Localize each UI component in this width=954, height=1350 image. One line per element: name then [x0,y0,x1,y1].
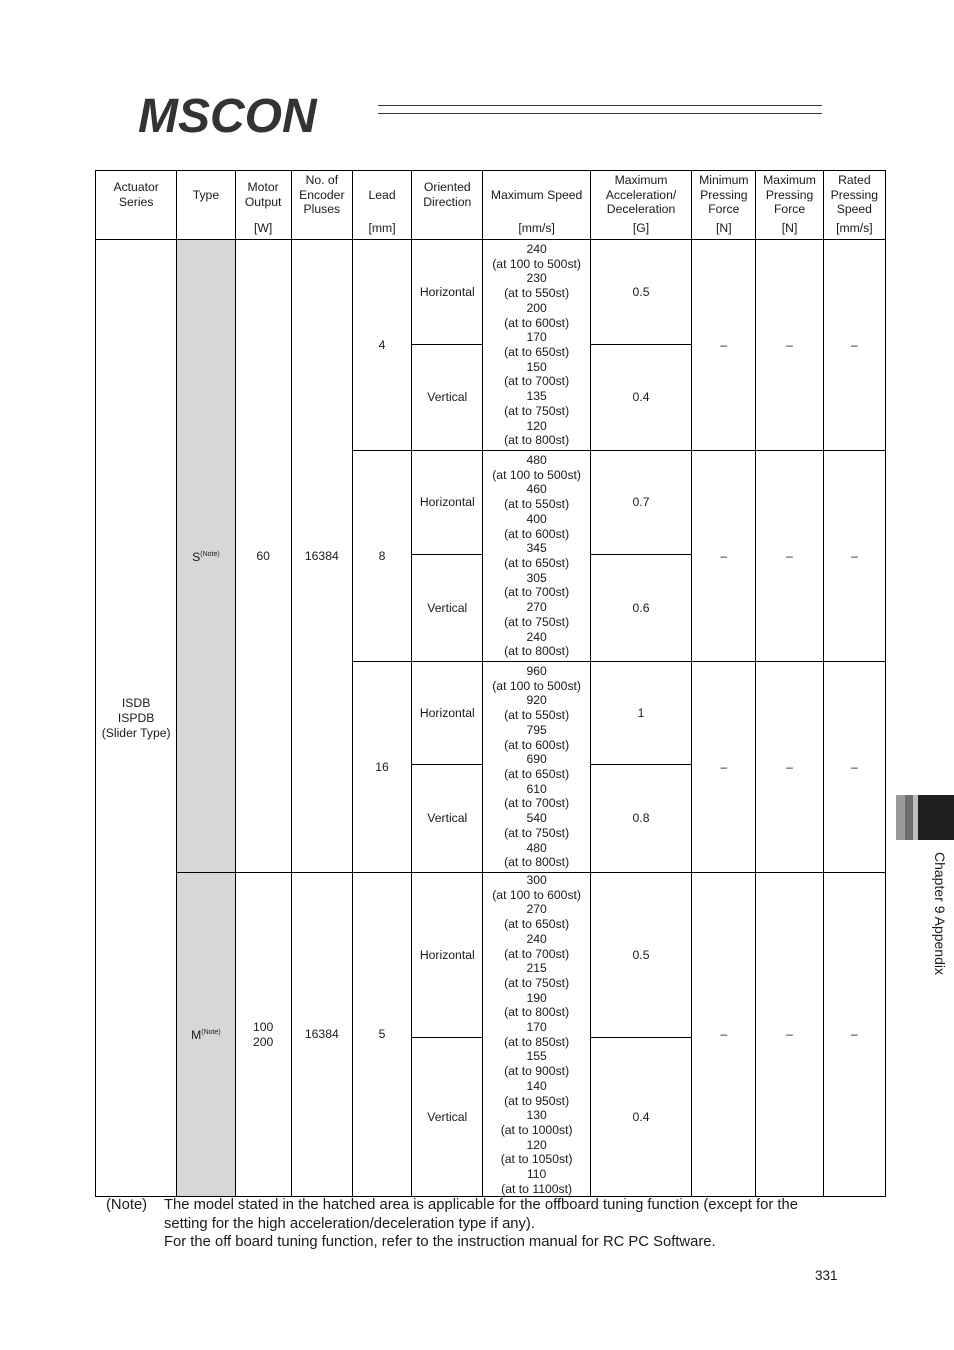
max-accel-cell [590,451,691,555]
max-speed-line: (at to 950st) [504,1093,570,1108]
max-speed-line: (at to 700st) [504,946,570,961]
max-speed-line: 140 [526,1078,547,1093]
column-header [291,171,352,240]
max-accel-value: 0.7 [632,495,650,510]
max-speed-line: 120 [526,1137,547,1152]
column-header [352,171,411,240]
column-header-unit: [mm] [368,221,396,235]
max-speed-line: (at to 800st) [504,433,570,448]
column-header [177,171,235,240]
max-speed-line: (at to 1000st) [500,1122,573,1137]
max-speed-cell [483,240,590,451]
max-speed-line: 345 [526,541,547,556]
dash-value: – [850,548,858,563]
max-speed-line: 460 [526,482,547,497]
max-accel-value: 0.5 [632,284,650,299]
max-speed-line: (at to 900st) [504,1064,570,1079]
footnote-line: For the off board tuning function, refer to the instruction manual for RC PC Software. [164,1234,716,1251]
motor-output-value: 200 [252,1034,274,1049]
header-rule-top [378,105,822,106]
encoder-cell [291,873,352,1197]
max-speed-line: (at to 550st) [504,286,570,301]
type-note-mark: (Note) [201,1029,221,1037]
max-speed-line: 305 [526,570,547,585]
max-speed-line: (at to 800st) [504,1005,570,1020]
max-pressing-force-cell [756,662,823,873]
orientation-cell [412,345,483,451]
min-pressing-force-cell [692,451,756,662]
max-speed-line: 120 [526,418,547,433]
dash-value: – [850,759,858,774]
max-speed-line: 190 [526,990,547,1005]
orientation-value: Vertical [427,1110,468,1124]
max-accel-cell [590,1038,691,1197]
column-header-label: Oriented Direction [423,180,472,209]
column-header-label: Motor Output [244,180,282,209]
max-accel-cell [590,240,691,345]
max-speed-line: 130 [526,1108,547,1123]
lead-cell [352,240,411,451]
chapter-tab-marker [896,795,954,840]
rated-pressing-speed-cell [823,873,885,1197]
max-speed-line: 270 [526,902,547,917]
max-speed-line: (at to 1050st) [500,1152,573,1167]
type-cell [177,240,235,873]
max-speed-line: (at to 650st) [504,556,570,570]
dash-value: – [720,1027,728,1042]
max-accel-cell [590,555,691,662]
encoder-cell [291,240,352,873]
max-speed-line: 300 [526,873,547,887]
max-speed-line: (at to 850st) [504,1034,570,1049]
max-accel-value: 0.8 [632,811,650,826]
lead-value: 4 [378,337,386,352]
max-speed-line: 960 [526,664,547,679]
encoder-value: 16384 [304,1027,339,1042]
max-speed-line: (at to 750st) [504,403,570,418]
max-speed-line: 610 [526,781,547,796]
max-speed-line: 200 [526,300,547,315]
page-number: 331 [815,1268,838,1283]
max-speed-line: (at to 800st) [504,855,570,870]
max-speed-line: 150 [526,359,547,374]
max-speed-line: 170 [526,1020,547,1035]
min-pressing-force-cell [692,873,756,1197]
max-accel-value: 1 [637,705,645,720]
max-speed-line: (at to 800st) [504,644,570,659]
max-accel-cell [590,765,691,873]
orientation-value: Horizontal [419,705,475,720]
footnote-tag: (Note) [106,1197,148,1213]
chapter-label: Chapter 9 Appendix [932,852,948,975]
column-header [692,171,756,240]
actuator-spec-table [95,170,886,1197]
column-header-label: Maximum Pressing Force [763,172,816,217]
max-speed-cell [483,662,590,873]
column-header-label: Maximum Speed [490,187,583,202]
column-header [96,171,177,240]
column-header-unit: [N] [716,221,732,235]
lead-cell [352,873,411,1197]
column-header [235,171,291,240]
mscon-logo [136,92,368,138]
max-accel-cell [590,873,691,1038]
type-value: S [192,549,201,564]
max-accel-cell [590,345,691,451]
column-header-label: Rated Pressing Speed [830,172,879,217]
dash-value: – [850,1027,858,1042]
column-header-label: Type [192,187,220,202]
max-speed-line: 270 [526,600,547,615]
max-pressing-force-cell [756,873,823,1197]
max-accel-cell [590,662,691,765]
logo-text-large: MSCON [138,92,317,138]
rated-pressing-speed-cell [823,662,885,873]
orientation-value: Horizontal [419,284,475,299]
max-speed-line: (at to 1100st) [501,1181,573,1196]
max-speed-cell [483,873,590,1197]
max-speed-line: (at to 600st) [504,526,570,541]
encoder-value: 16384 [304,548,339,563]
lead-cell [352,451,411,662]
orientation-value: Vertical [427,811,468,826]
dash-value: – [786,337,793,352]
lead-value: 16 [375,759,389,774]
actuator-series-cell [96,240,177,1197]
column-header-label: Actuator Series [113,180,159,209]
orientation-value: Horizontal [419,947,475,962]
max-speed-line: (at 100 to 500st) [492,256,581,271]
table-row [96,873,886,1038]
actuator-series-text: ISPDB [117,710,155,725]
orientation-value: Horizontal [419,495,475,510]
orientation-cell [412,555,483,662]
table-row [96,240,886,345]
type-value: M [191,1028,202,1043]
max-speed-line: (at to 700st) [504,585,570,600]
max-speed-line: (at to 600st) [504,315,570,330]
column-header-label: Lead [368,187,396,202]
max-speed-line: 215 [526,961,547,976]
table-header-row [96,171,886,240]
max-accel-value: 0.6 [632,600,650,615]
motor-output-value: 100 [252,1020,274,1035]
orientation-cell [412,1038,483,1197]
max-speed-line: (at 100 to 600st) [492,887,581,902]
max-speed-line: (at to 650st) [504,767,570,781]
max-speed-line: (at to 650st) [504,917,570,932]
column-header-unit: [W] [253,221,273,235]
min-pressing-force-cell [692,240,756,451]
max-speed-cell [483,451,590,662]
max-speed-line: 110 [526,1167,547,1182]
max-speed-line: 240 [526,931,547,946]
max-speed-line: (at 100 to 500st) [492,678,581,693]
max-speed-line: (at to 750st) [504,825,570,840]
column-header [756,171,823,240]
footnote-line: The model stated in the hatched area is applicable for the offboard tuning function (except for the [164,1197,798,1213]
max-speed-line: 795 [526,722,547,737]
max-speed-line: (at to 600st) [504,737,570,752]
orientation-value: Vertical [427,600,468,615]
column-header-unit: [G] [632,221,650,235]
max-speed-line: 135 [526,389,547,404]
max-speed-line: 400 [526,511,547,526]
max-speed-line: (at to 700st) [504,374,570,389]
rated-pressing-speed-cell [823,451,885,662]
column-header [483,171,590,240]
orientation-cell [412,765,483,873]
column-header [412,171,483,240]
footnote-line: setting for the high acceleration/deceleration type if any). [164,1215,535,1232]
actuator-series-text: (Slider Type) [101,725,171,740]
footnote-body [164,1196,884,1252]
dash-value: – [786,548,793,563]
lead-cell [352,662,411,873]
column-header-label: Minimum Pressing Force [699,172,749,217]
max-speed-line: 155 [526,1049,547,1064]
header-rule-bottom [378,113,822,114]
max-speed-line: 480 [526,840,547,855]
max-speed-line: 170 [526,330,547,345]
column-header-unit: [N] [781,221,798,235]
max-speed-line: 230 [526,271,547,286]
column-header [823,171,885,240]
max-speed-line: (at to 650st) [504,345,570,359]
max-speed-line: (at to 700st) [504,796,570,811]
max-speed-line: 920 [526,693,547,708]
orientation-cell [412,240,483,345]
dash-value: – [850,337,858,352]
max-speed-line: (at to 750st) [504,614,570,629]
orientation-cell [412,662,483,765]
max-speed-line: (at 100 to 500st) [492,467,581,482]
dash-value: – [720,759,728,774]
column-header-label: Maximum Acceleration/ Deceleration [605,172,677,217]
max-accel-value: 0.5 [632,947,650,962]
max-speed-line: (at to 550st) [504,497,570,512]
dash-value: – [786,759,793,774]
max-speed-line: 240 [526,629,547,644]
max-accel-value: 0.4 [632,1110,650,1124]
column-header [590,171,691,240]
max-accel-value: 0.4 [632,390,650,405]
max-pressing-force-cell [756,240,823,451]
column-header-label: No. of Encoder Pluses [299,172,345,217]
motor-output-value: 60 [256,548,270,563]
max-speed-line: (at to 750st) [504,975,570,990]
orientation-cell [412,873,483,1038]
motor-output-cell [235,240,291,873]
max-speed-line: 240 [526,242,547,257]
max-pressing-force-cell [756,451,823,662]
orientation-cell [412,451,483,555]
type-note-mark: (Note) [200,550,220,558]
column-header-unit: [mm/s] [836,221,873,235]
max-speed-line: 480 [526,453,547,468]
max-speed-line: 690 [526,752,547,767]
actuator-series-text: ISDB [121,696,151,711]
min-pressing-force-cell [692,662,756,873]
max-speed-line: (at to 550st) [504,708,570,723]
lead-value: 5 [378,1027,386,1042]
rated-pressing-speed-cell [823,240,885,451]
motor-output-cell [235,873,291,1197]
dash-value: – [786,1027,793,1042]
dash-value: – [720,548,728,563]
type-cell [177,873,235,1197]
lead-value: 8 [378,548,386,563]
column-header-unit: [mm/s] [518,221,555,235]
dash-value: – [720,337,728,352]
max-speed-line: 540 [526,811,547,826]
orientation-value: Vertical [427,390,468,405]
